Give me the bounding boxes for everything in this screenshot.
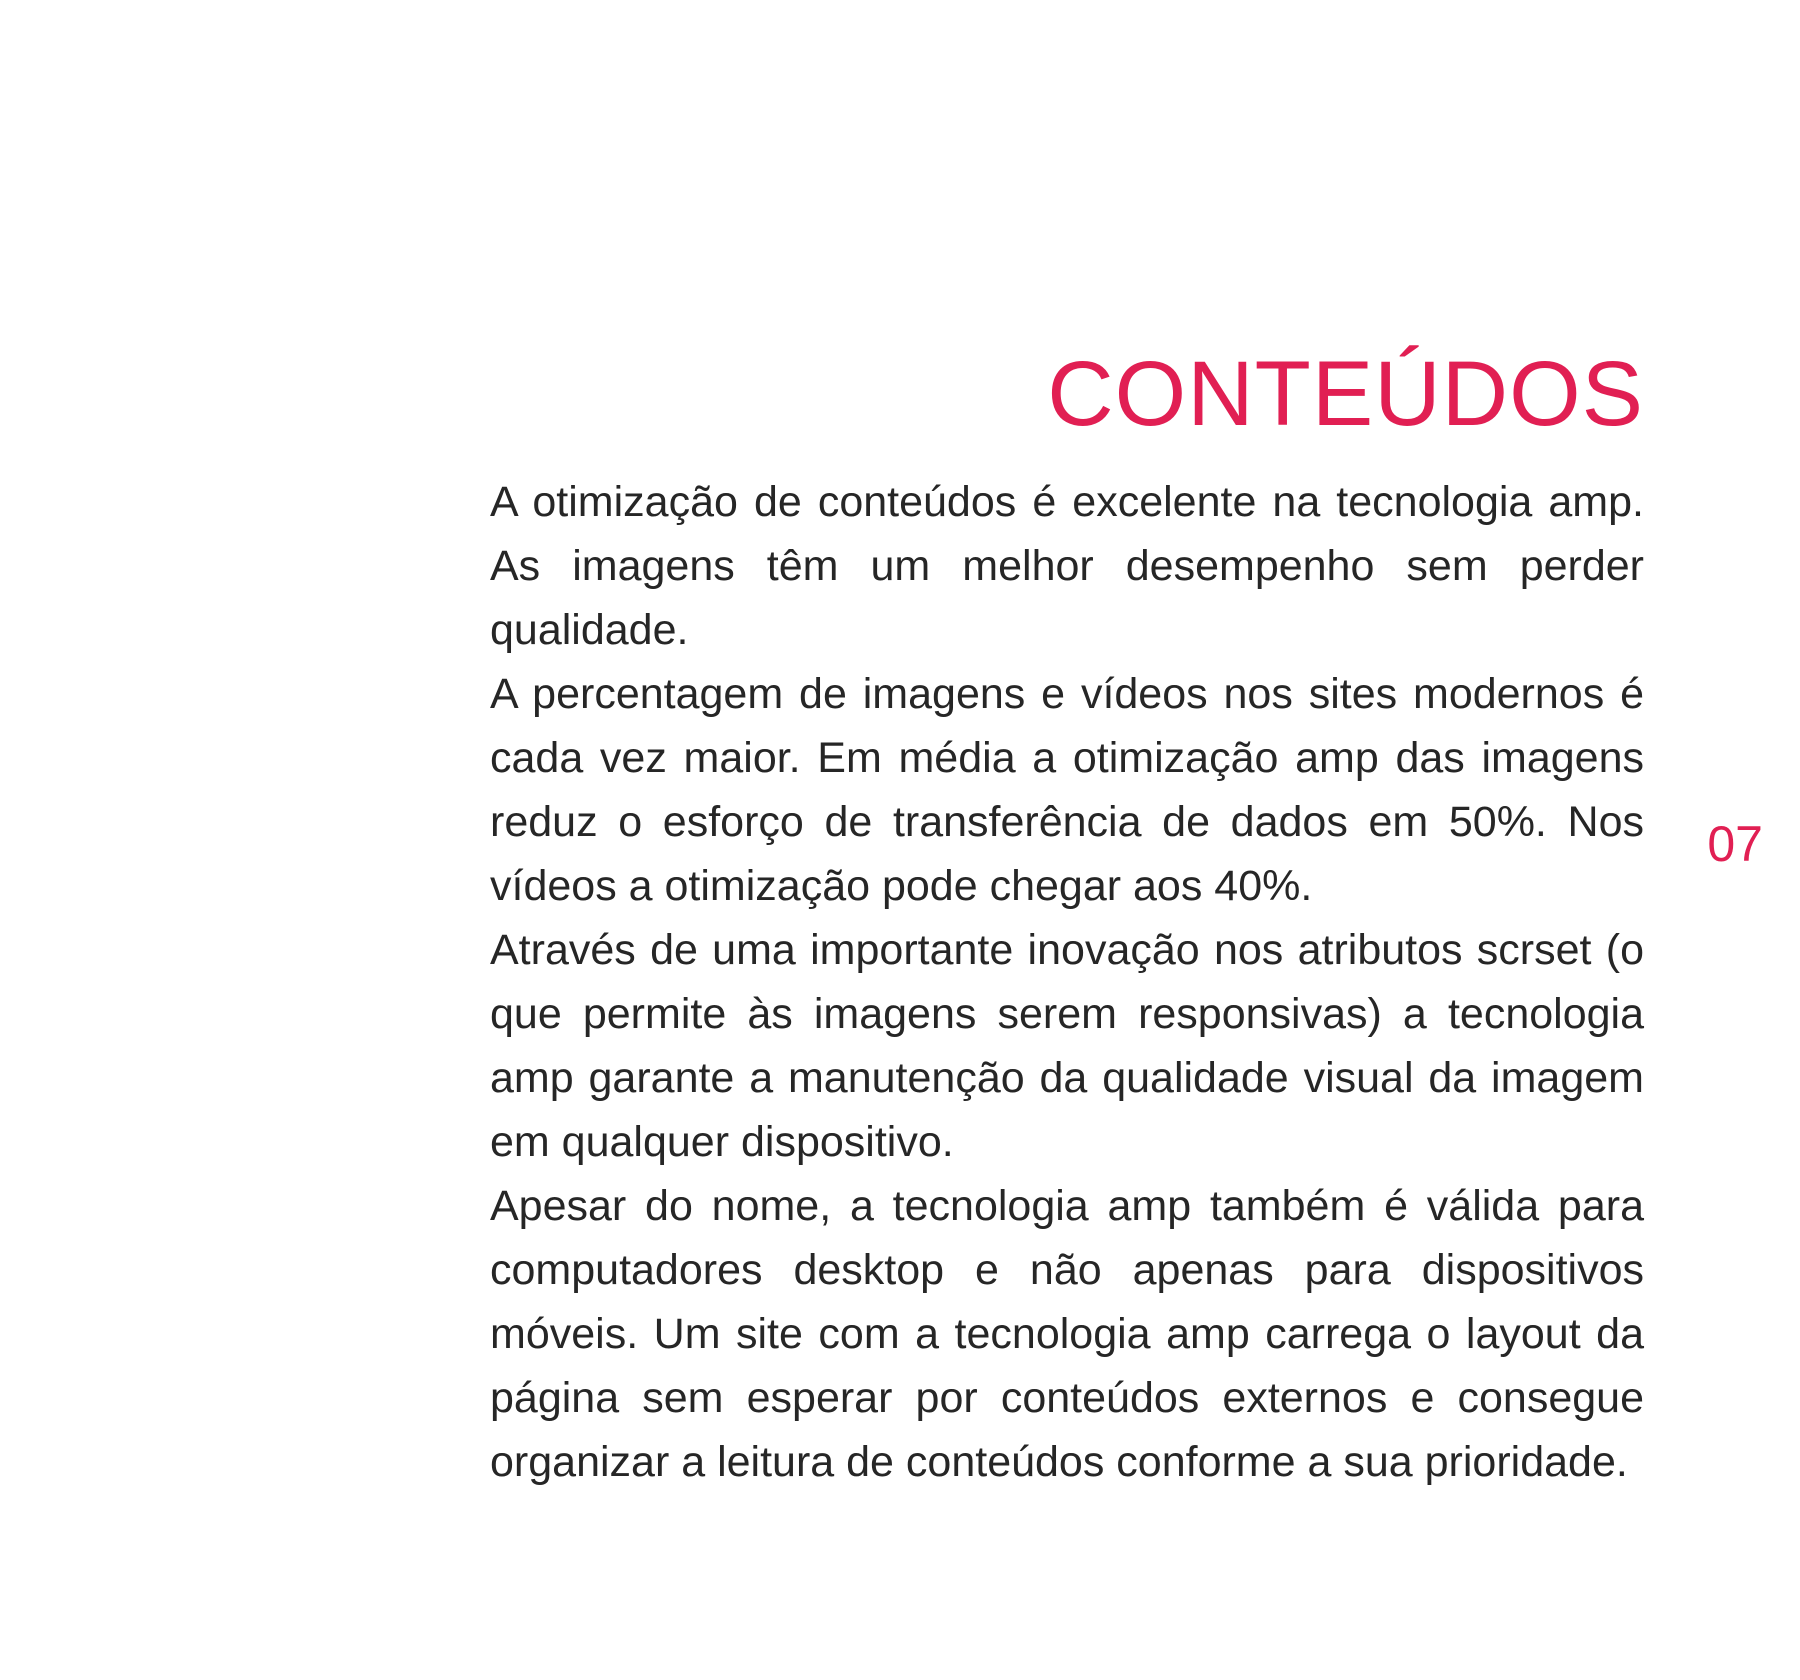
body-text [490, 470, 1644, 1494]
paragraph-desktop-support: Apesar do nome, a tecnologia amp também é válida para computadores desktop e não apenas para dispositivos móveis. Um site com a tecnologia amp carrega o layout da página sem esperar por conteúdos externos e consegue organizar a leitura de conteúdos conforme a sua prioridade. [490, 1182, 1644, 1486]
page-title: CONTEÚDOS [1047, 343, 1644, 445]
paragraph-content-optimization: A otimização de conteúdos é excelente na tecnologia amp. As imagens têm um melhor desempenho sem perder qualidade. [490, 478, 1644, 654]
paragraph-srcset-innovation: Através de uma importante inovação nos atributos scrset (o que permite às imagens serem responsivas) a tecnologia amp garante a manutenção da qualidade visual da imagem em qualquer dispositivo. [490, 926, 1644, 1166]
page-number: 07 [1707, 816, 1763, 872]
paragraph-media-percentage: A percentagem de imagens e vídeos nos sites modernos é cada vez maior. Em média a otimização amp das imagens reduz o esforço de transferência de dados em 50%. Nos vídeos a otimização pode chegar aos 40%. [490, 670, 1644, 910]
